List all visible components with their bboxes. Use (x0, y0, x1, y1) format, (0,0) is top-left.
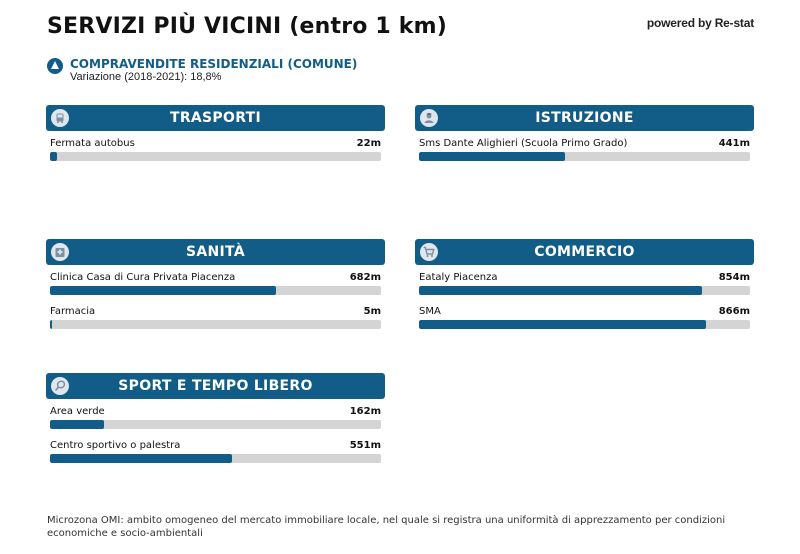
item-distance: 551m (349, 440, 381, 451)
summary-title: COMPRAVENDITE RESIDENZIALI (COMUNE) (70, 57, 358, 71)
card-header-sanita (46, 239, 385, 265)
card-commercio (415, 239, 754, 333)
list-item (46, 299, 385, 333)
card-title: SANITÀ (186, 244, 245, 260)
item-name: Area verde (50, 406, 105, 417)
triangle-up-icon (47, 58, 63, 74)
bus-icon (51, 109, 69, 127)
card-header-istruzione (415, 105, 754, 131)
card-header-trasporti (46, 105, 385, 131)
card-title: TRASPORTI (169, 110, 262, 126)
distance-bar (419, 152, 750, 161)
item-name: Farmacia (50, 306, 96, 317)
item-distance: 854m (718, 272, 750, 283)
item-name: Clinica Casa di Cura Privata Piacenza (50, 272, 236, 283)
card-title: SPORT E TEMPO LIBERO (118, 378, 313, 394)
distance-bar (50, 420, 381, 429)
card-sport (46, 373, 385, 467)
distance-bar-fill (419, 286, 702, 295)
distance-bar (50, 286, 381, 295)
distance-bar-fill (419, 320, 706, 329)
distance-bar-fill (50, 152, 57, 161)
distance-bar-fill (50, 286, 276, 295)
list-item (415, 131, 754, 165)
list-item (46, 265, 385, 299)
card-trasporti (46, 105, 385, 165)
distance-bar-fill (50, 454, 232, 463)
distance-bar (50, 454, 381, 463)
item-distance: 441m (718, 138, 750, 149)
card-header-commercio (415, 239, 754, 265)
distance-bar (50, 152, 381, 161)
item-name: Sms Dante Alighieri (Scuola Primo Grado) (419, 138, 628, 149)
list-item (415, 265, 754, 299)
list-item (46, 399, 385, 433)
item-distance: 866m (718, 306, 750, 317)
item-name: SMA (419, 306, 441, 317)
tennis-racket-icon (51, 377, 69, 395)
item-distance: 22m (356, 138, 381, 149)
list-item (46, 433, 385, 467)
distance-bar (419, 320, 750, 329)
item-distance: 5m (363, 306, 381, 317)
powered-by-label: powered by Re-stat (646, 16, 754, 30)
card-sanita (46, 239, 385, 333)
card-title: COMMERCIO (534, 244, 635, 260)
item-distance: 162m (349, 406, 381, 417)
distance-bar (419, 286, 750, 295)
card-title: ISTRUZIONE (535, 110, 634, 126)
footer-note: Microzona OMI: ambito omogeneo del mercato immobiliare locale, nel quale si registra una uniformità di apprezzamento per condizioni economiche e socio-ambientali (47, 515, 726, 539)
student-icon (420, 109, 438, 127)
distance-bar-fill (50, 320, 52, 329)
item-distance: 682m (349, 272, 381, 283)
list-item (46, 131, 385, 165)
hospital-icon (51, 243, 69, 261)
item-name: Centro sportivo o palestra (50, 440, 181, 451)
distance-bar-fill (50, 420, 104, 429)
card-istruzione (415, 105, 754, 165)
page-title: SERVIZI PIÙ VICINI (entro 1 km) (47, 14, 448, 39)
card-header-sport (46, 373, 385, 399)
distance-bar (50, 320, 381, 329)
shopping-cart-icon (420, 243, 438, 261)
item-name: Fermata autobus (50, 138, 135, 149)
summary-variation: Variazione (2018-2021): 18,8% (70, 71, 222, 83)
list-item (415, 299, 754, 333)
distance-bar-fill (419, 152, 565, 161)
item-name: Eataly Piacenza (419, 272, 498, 283)
